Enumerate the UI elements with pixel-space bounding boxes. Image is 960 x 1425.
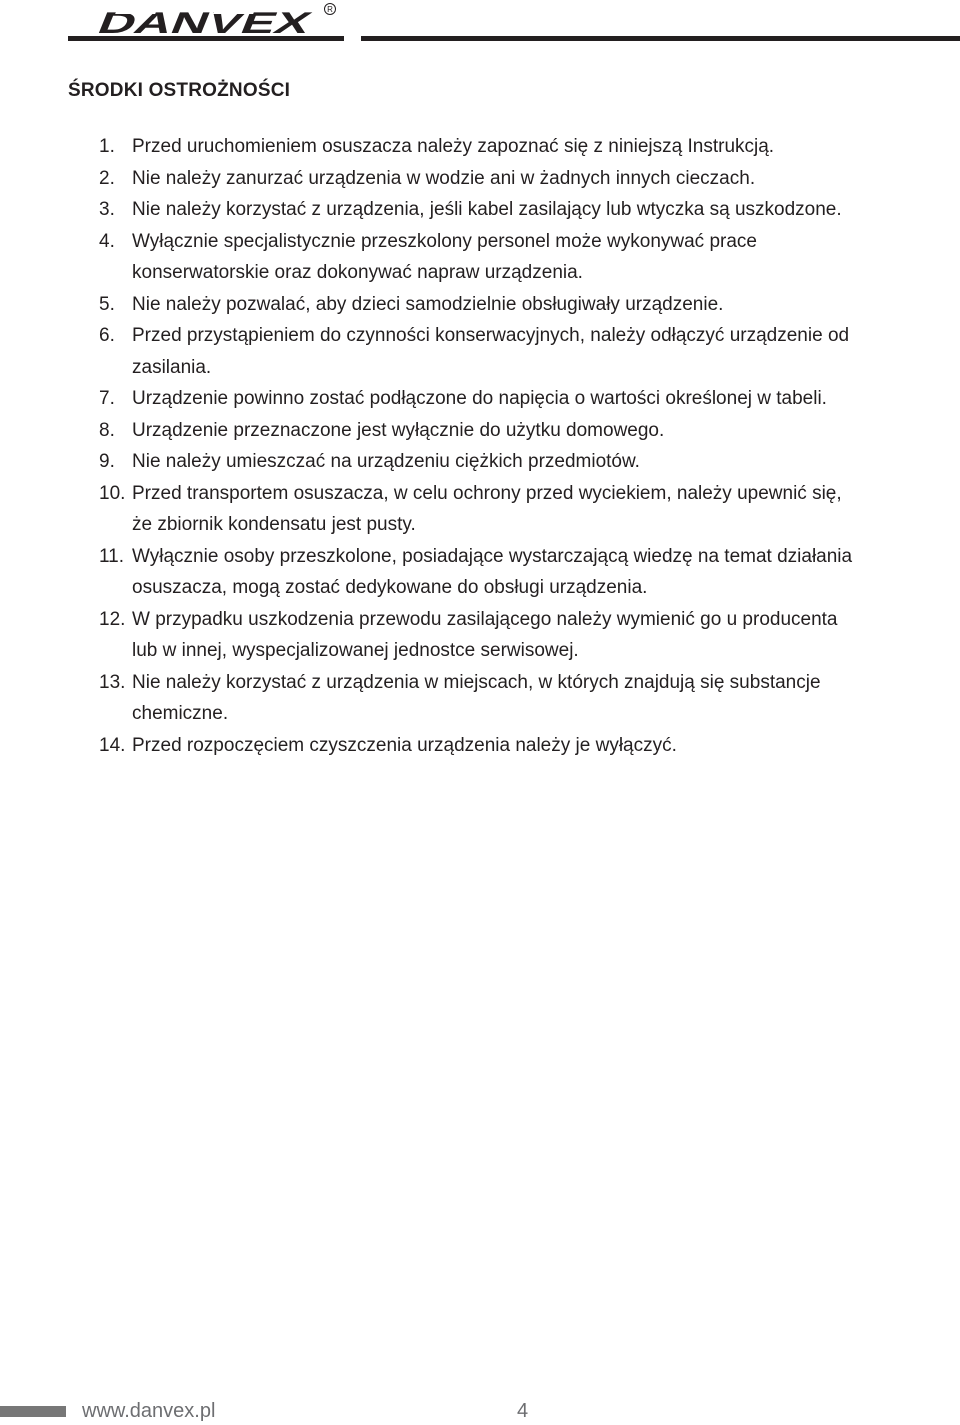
item-text-line: Nie należy korzystać z urządzenia, jeśli kabel zasilający lub wtyczka są uszkodzone. — [132, 199, 842, 220]
item-number: 4. — [99, 230, 115, 252]
item-number: 11. — [99, 545, 125, 567]
list-item — [0, 383, 960, 415]
list-item — [0, 478, 960, 541]
item-text-line: W przypadku uszkodzenia przewodu zasilającego należy wymienić go u producenta — [132, 608, 838, 630]
item-number: 2. — [99, 167, 115, 189]
danvex-logo — [68, 2, 344, 44]
item-text-line: Nie należy pozwalać, aby dzieci samodzielnie obsługiwały urządzenie. — [132, 293, 724, 315]
item-text-line: osuszacza, mogą zostać dedykowane do obsługi urządzenia. — [132, 577, 648, 598]
item-number: 8. — [99, 419, 115, 441]
footer-bar — [0, 1406, 66, 1417]
item-text-line: Przed przystąpieniem do czynności konserwacyjnych, należy odłączyć urządzenie od — [132, 325, 850, 346]
item-text-line: zasilania. — [132, 356, 212, 378]
section-title: ŚRODKI OSTROŻNOŚCI — [68, 80, 291, 101]
list-item — [0, 730, 960, 762]
item-number: 13. — [99, 671, 126, 693]
list-item — [0, 226, 960, 289]
list-item — [0, 604, 960, 667]
list-item — [0, 320, 960, 383]
item-number: 6. — [99, 325, 115, 346]
item-text-line: Urządzenie przeznaczone jest wyłącznie do użytku domowego. — [132, 419, 665, 441]
item-text-line: Nie należy zanurzać urządzenia w wodzie ani w żadnych innych cieczach. — [132, 167, 756, 189]
item-number: 3. — [99, 199, 115, 220]
footer-url: www.danvex.pl — [82, 1400, 216, 1422]
item-text-line: lub w innej, wyspecjalizowanej jednostce serwisowej. — [132, 640, 579, 661]
list-item — [0, 415, 960, 447]
list-item — [0, 194, 960, 226]
item-number: 1. — [99, 136, 115, 157]
list-item — [0, 667, 960, 730]
precaution-list — [0, 131, 960, 761]
header-rule — [361, 36, 960, 41]
list-item — [0, 289, 960, 321]
item-text-line: Nie należy korzystać z urządzenia w miejscach, w których znajdują się substancje — [132, 671, 821, 693]
item-number: 7. — [99, 388, 115, 409]
item-text-line: Wyłącznie specjalistycznie przeszkolony personel może wykonywać prace — [132, 230, 757, 252]
svg-text:R: R — [327, 5, 333, 14]
item-text-line: Przed transportem osuszacza, w celu ochrony przed wyciekiem, należy upewnić się, — [132, 482, 842, 504]
item-text-line: Przed uruchomieniem osuszacza należy zapoznać się z niniejszą Instrukcją. — [132, 136, 775, 157]
item-text-line: Wyłącznie osoby przeszkolone, posiadające wystarczającą wiedzę na temat działania — [132, 545, 853, 567]
list-item — [0, 541, 960, 604]
item-number: 9. — [99, 451, 115, 472]
item-number: 5. — [99, 293, 115, 315]
page-number: 4 — [517, 1400, 529, 1422]
item-text-line: konserwatorskie oraz dokonywać napraw urządzenia. — [132, 262, 583, 283]
list-item — [0, 163, 960, 195]
list-item — [0, 131, 960, 163]
item-number: 14. — [99, 734, 126, 756]
svg-text:DANVEX: DANVEX — [92, 6, 232, 40]
item-text-line: chemiczne. — [132, 703, 229, 724]
item-text-line: że zbiornik kondensatu jest pusty. — [132, 514, 416, 535]
item-text-line: Przed rozpoczęciem czyszczenia urządzenia należy je wyłączyć. — [132, 734, 677, 756]
item-text-line: Urządzenie powinno zostać podłączone do napięcia o wartości określonej w tabeli. — [132, 388, 827, 409]
item-number: 10. — [99, 482, 126, 504]
item-text-line: Nie należy umieszczać na urządzeniu ciężkich przedmiotów. — [132, 451, 640, 472]
item-number: 12. — [99, 608, 126, 630]
list-item — [0, 446, 960, 478]
